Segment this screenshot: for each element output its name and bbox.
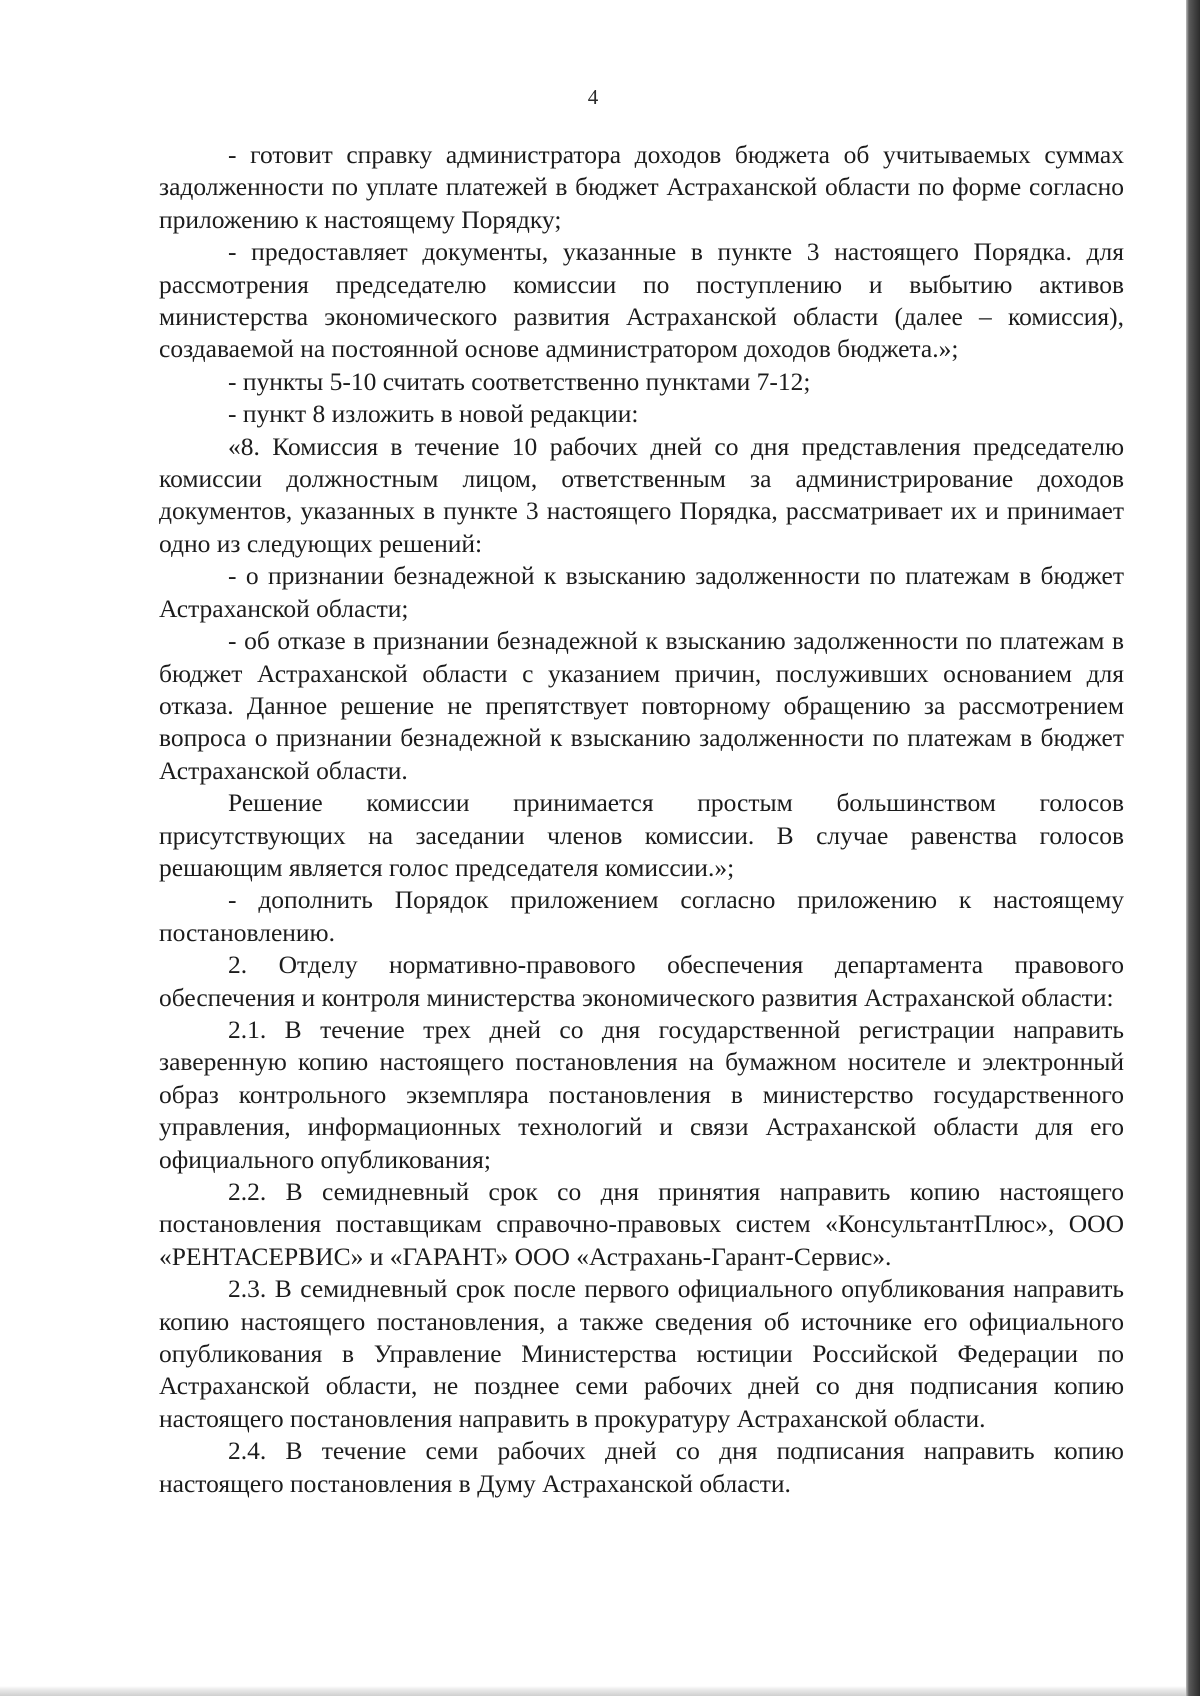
paragraph-new-edition: - пункт 8 изложить в новой редакции: [228, 399, 639, 429]
paragraph-decision-recognition: - о признании безнадежной к взысканию задолженности по платежам в бюджет Астраханской области; [159, 561, 1124, 623]
document-body [159, 139, 1124, 1500]
paragraph-section-2-3: 2.3. В семидневный срок после первого официального опубликования направить копию настоящего постановления, а также сведения об источнике его официального опубликования в Управление Министерства юстиции Российской Федерации по Астраханской области, не позднее семи рабочих дней со дня подписания копию настоящего постановления направить в прокуратуру Астраханской области. [159, 1274, 1124, 1433]
paragraph-section-2: 2. Отделу нормативно-правового обеспечения департамента правового обеспечения и контроля министерства экономического развития Астраханской области: [159, 950, 1124, 1012]
paragraph-decision-refusal: - об отказе в признании безнадежной к взысканию задолженности по платежам в бюджет Астраханской области с указанием причин, послуживших основанием для отказа. Данное решение не препятствует повторному обращению за рассмотрением вопроса о признании безнадежной к взысканию задолженности по платежам в бюджет Астраханской области. [159, 626, 1124, 785]
paragraph-section-2-4: 2.4. В течение семи рабочих дней со дня подписания направить копию настоящего постановления в Думу Астраханской области. [159, 1436, 1124, 1498]
paragraph-section-2-2: 2.2. В семидневный срок со дня принятия направить копию настоящего постановления поставщикам справочно-правовых систем «КонсультантПлюс», ООО «РЕНТАСЕРВИС» и «ГАРАНТ» ООО «Астрахань-Гарант-Сервис». [159, 1177, 1124, 1271]
page-number: 4 [587, 85, 599, 109]
paragraph-clause-8: «8. Комиссия в течение 10 рабочих дней со дня представления председателю комиссии должностным лицом, ответственным за администрирование доходов документов, указанных в пункте 3 настоящего Порядка, рассматривает их и принимает одно из следующих решений: [159, 431, 1124, 558]
paragraph-certificate-preparation: - готовит справку администратора доходов бюджета об учитываемых суммах задолженности по уплате платежей в бюджет Астраханской области по форме согласно приложению к настоящему Порядку; [159, 140, 1124, 234]
scan-page-edge-right [1186, 0, 1200, 1696]
scan-page-edge-bottom [0, 1686, 1186, 1696]
paragraph-renumbering: - пункты 5-10 считать соответственно пунктами 7-12; [228, 366, 811, 396]
paragraph-appendix-addition: - дополнить Порядок приложением согласно приложению к настоящему постановлению. [159, 885, 1124, 947]
paragraph-documents-submission: - предоставляет документы, указанные в пункте 3 настоящего Порядка. для рассмотрения председателю комиссии по поступлению и выбытию активов министерства экономического развития Астраханской области (далее – комиссия), создаваемой на постоянной основе администратором доходов бюджета.»; [159, 237, 1124, 364]
paragraph-section-2-1: 2.1. В течение трех дней со дня государственной регистрации направить заверенную копию настоящего постановления на бумажном носителе и электронный образ контрольного экземпляра постановления в министерство государственного управления, информационных технологий и связи Астраханской области для его официального опубликования; [159, 1014, 1124, 1174]
paragraph-voting-rules: Решение комиссии принимается простым большинством голосов присутствующих на заседании членов комиссии. В случае равенства голосов решающим является голос председателя комиссии.»; [159, 788, 1124, 882]
